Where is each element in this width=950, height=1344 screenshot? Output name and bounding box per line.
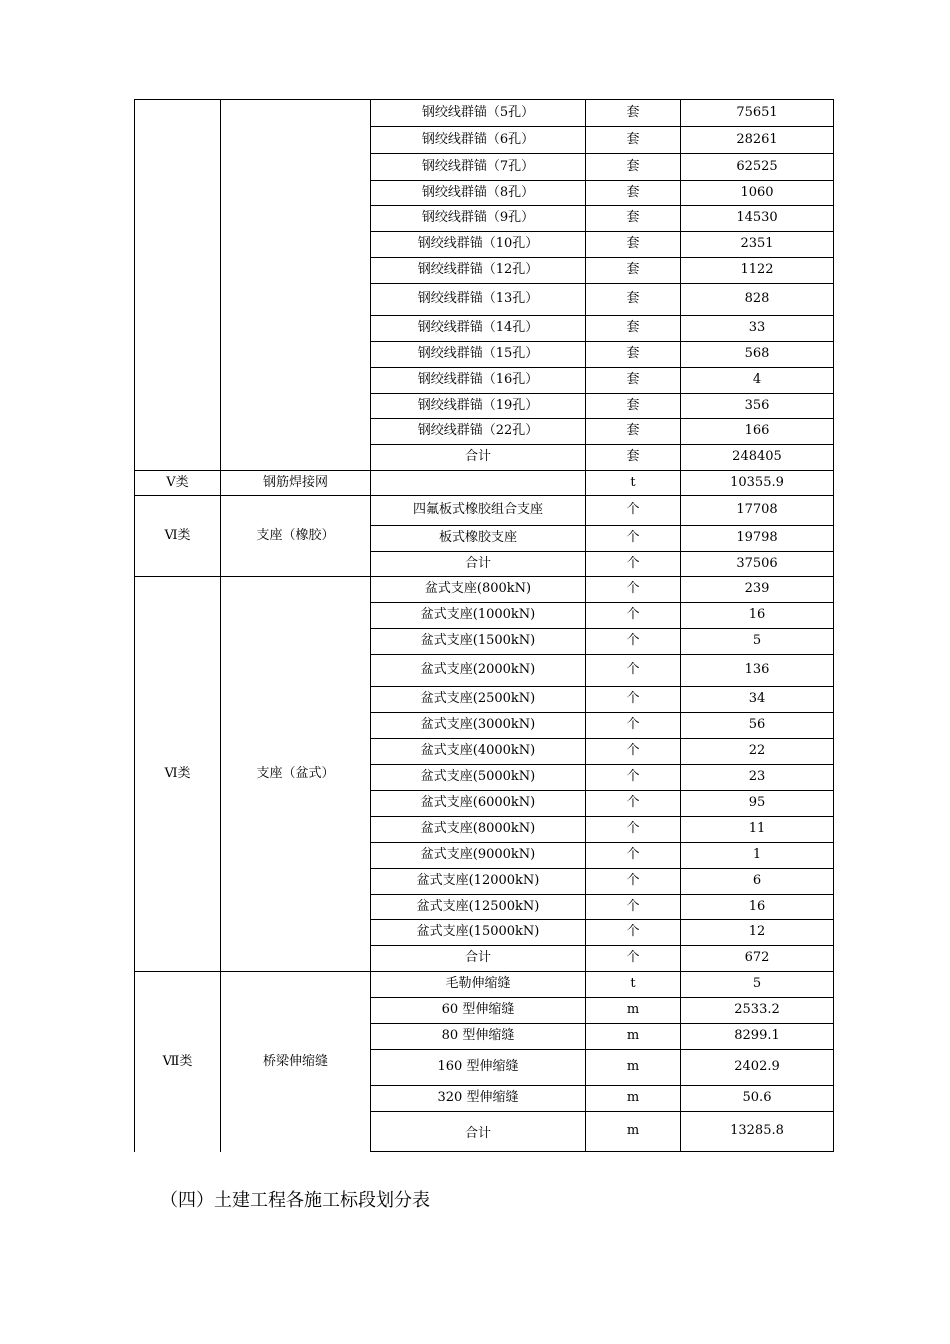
item-name: 板式橡胶支座 <box>371 526 586 552</box>
table-row <box>135 496 834 526</box>
item-name <box>371 471 586 496</box>
item-name: 钢绞线群锚（6孔） <box>371 127 586 154</box>
total-qty: 37506 <box>681 552 834 577</box>
item-unit: 个 <box>586 526 681 552</box>
item-name: 钢绞线群锚（13孔） <box>371 284 586 316</box>
item-qty: 50.6 <box>681 1086 834 1112</box>
item-name: 钢绞线群锚（14孔） <box>371 316 586 342</box>
item-unit: 个 <box>586 895 681 920</box>
item-name: 钢绞线群锚（16孔） <box>371 368 586 394</box>
total-name: 合计 <box>371 552 586 577</box>
category-cell: Ⅵ类 <box>135 496 221 577</box>
item-unit: 套 <box>586 316 681 342</box>
item-unit: 个 <box>586 739 681 765</box>
item-name: 盆式支座(3000kN) <box>371 713 586 739</box>
item-name: 盆式支座(15000kN) <box>371 920 586 946</box>
item-qty: 1122 <box>681 258 834 284</box>
item-unit: t <box>586 471 681 496</box>
table-row <box>135 577 834 603</box>
item-name: 盆式支座(6000kN) <box>371 791 586 817</box>
item-qty: 356 <box>681 394 834 419</box>
item-name: 盆式支座(800kN) <box>371 577 586 603</box>
item-qty: 16 <box>681 895 834 920</box>
item-qty: 11 <box>681 817 834 843</box>
total-unit: 套 <box>586 445 681 471</box>
item-qty: 4 <box>681 368 834 394</box>
item-name: 160 型伸缩缝 <box>371 1050 586 1086</box>
item-qty: 828 <box>681 284 834 316</box>
item-qty: 5 <box>681 972 834 998</box>
item-qty: 28261 <box>681 127 834 154</box>
item-name: 盆式支座(5000kN) <box>371 765 586 791</box>
item-unit: 套 <box>586 284 681 316</box>
total-name: 合计 <box>371 445 586 471</box>
item-qty: 34 <box>681 687 834 713</box>
item-unit: 套 <box>586 342 681 368</box>
item-qty: 8299.1 <box>681 1024 834 1050</box>
item-unit: 套 <box>586 419 681 445</box>
item-name: 盆式支座(8000kN) <box>371 817 586 843</box>
item-qty: 5 <box>681 629 834 655</box>
item-qty: 1060 <box>681 181 834 206</box>
item-qty: 12 <box>681 920 834 946</box>
item-name: 盆式支座(2500kN) <box>371 687 586 713</box>
item-unit: 个 <box>586 603 681 629</box>
item-name: 盆式支座(2000kN) <box>371 655 586 687</box>
item-unit: 个 <box>586 655 681 687</box>
item-unit: 个 <box>586 765 681 791</box>
materials-table <box>134 99 834 1152</box>
item-unit: 个 <box>586 843 681 869</box>
item-qty: 1 <box>681 843 834 869</box>
item-unit: 个 <box>586 629 681 655</box>
table-row <box>135 471 834 496</box>
item-unit: m <box>586 1086 681 1112</box>
item-name: 钢绞线群锚（12孔） <box>371 258 586 284</box>
item-unit: m <box>586 1024 681 1050</box>
total-unit: 个 <box>586 552 681 577</box>
item-name: 钢绞线群锚（15孔） <box>371 342 586 368</box>
item-qty: 14530 <box>681 206 834 232</box>
section-heading: （四）土建工程各施工标段划分表 <box>160 1190 430 1211</box>
item-unit: 套 <box>586 394 681 419</box>
item-unit: 套 <box>586 154 681 181</box>
category-cell: Ⅴ类 <box>135 471 221 496</box>
item-unit: 套 <box>586 100 681 127</box>
total-qty: 672 <box>681 946 834 972</box>
item-unit: 个 <box>586 869 681 895</box>
total-unit: m <box>586 1112 681 1152</box>
item-name: 钢绞线群锚（9孔） <box>371 206 586 232</box>
item-name: 盆式支座(12000kN) <box>371 869 586 895</box>
material-cell <box>221 100 371 471</box>
item-unit: 个 <box>586 713 681 739</box>
item-qty: 16 <box>681 603 834 629</box>
item-qty: 56 <box>681 713 834 739</box>
item-unit: 套 <box>586 181 681 206</box>
item-name: 320 型伸缩缝 <box>371 1086 586 1112</box>
category-cell <box>135 100 221 471</box>
item-qty: 62525 <box>681 154 834 181</box>
item-unit: 套 <box>586 232 681 258</box>
item-name: 60 型伸缩缝 <box>371 998 586 1024</box>
item-name: 盆式支座(12500kN) <box>371 895 586 920</box>
item-qty: 568 <box>681 342 834 368</box>
item-unit: 个 <box>586 687 681 713</box>
item-qty: 22 <box>681 739 834 765</box>
item-qty: 19798 <box>681 526 834 552</box>
category-cell: Ⅵ类 <box>135 577 221 972</box>
item-name: 钢绞线群锚（10孔） <box>371 232 586 258</box>
item-qty: 2351 <box>681 232 834 258</box>
item-qty: 239 <box>681 577 834 603</box>
item-qty: 17708 <box>681 496 834 526</box>
item-name: 钢绞线群锚（5孔） <box>371 100 586 127</box>
item-unit: 个 <box>586 920 681 946</box>
item-unit: 个 <box>586 496 681 526</box>
item-qty: 2533.2 <box>681 998 834 1024</box>
item-name: 钢绞线群锚（19孔） <box>371 394 586 419</box>
item-name: 钢绞线群锚（22孔） <box>371 419 586 445</box>
total-qty: 13285.8 <box>681 1112 834 1152</box>
item-unit: 套 <box>586 127 681 154</box>
material-cell: 桥梁伸缩缝 <box>221 972 371 1152</box>
item-qty: 136 <box>681 655 834 687</box>
material-cell: 支座（橡胶） <box>221 496 371 577</box>
item-name: 钢绞线群锚（8孔） <box>371 181 586 206</box>
item-name: 盆式支座(1000kN) <box>371 603 586 629</box>
item-name: 四氟板式橡胶组合支座 <box>371 496 586 526</box>
total-qty: 248405 <box>681 445 834 471</box>
total-name: 合计 <box>371 1112 586 1152</box>
table-row <box>135 972 834 998</box>
item-unit: 套 <box>586 258 681 284</box>
item-name: 钢绞线群锚（7孔） <box>371 154 586 181</box>
item-name: 盆式支座(1500kN) <box>371 629 586 655</box>
item-unit: 个 <box>586 817 681 843</box>
item-unit: 个 <box>586 791 681 817</box>
category-cell: Ⅶ类 <box>135 972 221 1152</box>
total-name: 合计 <box>371 946 586 972</box>
item-unit: 个 <box>586 577 681 603</box>
item-unit: m <box>586 998 681 1024</box>
item-unit: m <box>586 1050 681 1086</box>
item-qty: 10355.9 <box>681 471 834 496</box>
item-qty: 166 <box>681 419 834 445</box>
item-qty: 95 <box>681 791 834 817</box>
material-cell: 钢筋焊接网 <box>221 471 371 496</box>
item-qty: 6 <box>681 869 834 895</box>
material-cell: 支座（盆式） <box>221 577 371 972</box>
item-name: 盆式支座(4000kN) <box>371 739 586 765</box>
item-unit: 套 <box>586 206 681 232</box>
total-unit: 个 <box>586 946 681 972</box>
table-row <box>135 100 834 127</box>
item-qty: 23 <box>681 765 834 791</box>
item-name: 80 型伸缩缝 <box>371 1024 586 1050</box>
item-name: 毛勒伸缩缝 <box>371 972 586 998</box>
item-name: 盆式支座(9000kN) <box>371 843 586 869</box>
item-qty: 2402.9 <box>681 1050 834 1086</box>
item-qty: 33 <box>681 316 834 342</box>
item-qty: 75651 <box>681 100 834 127</box>
item-unit: t <box>586 972 681 998</box>
item-unit: 套 <box>586 368 681 394</box>
